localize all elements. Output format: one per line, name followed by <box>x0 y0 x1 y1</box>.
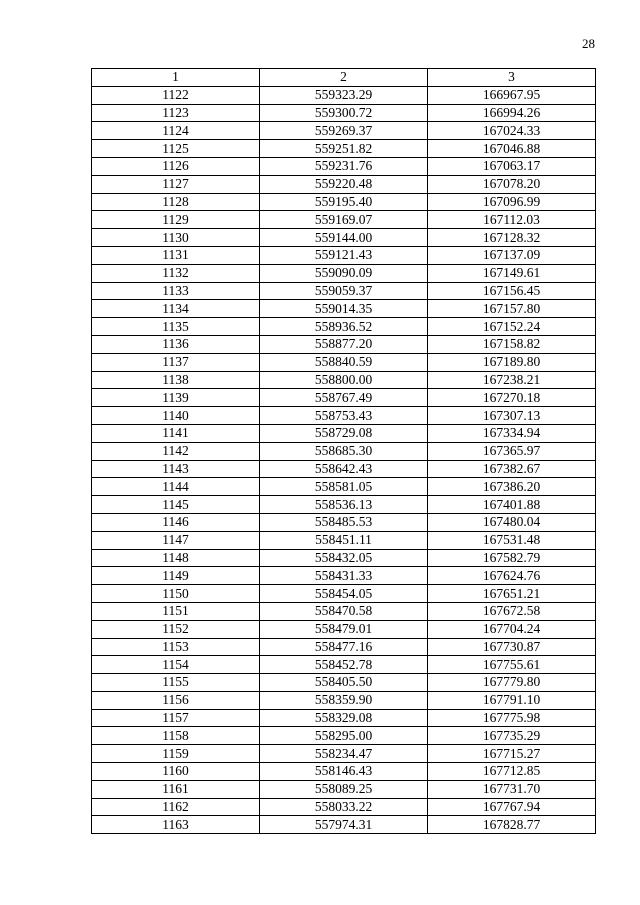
table-cell: 1142 <box>92 442 260 460</box>
table-cell: 1130 <box>92 229 260 247</box>
table-cell: 167715.27 <box>428 745 596 763</box>
table-cell: 1133 <box>92 282 260 300</box>
table-row <box>92 620 596 638</box>
table-row <box>92 442 596 460</box>
table-cell: 1139 <box>92 389 260 407</box>
table-row <box>92 513 596 531</box>
table-cell: 558295.00 <box>260 727 428 745</box>
coordinates-table <box>91 68 596 834</box>
table-cell: 167334.94 <box>428 424 596 442</box>
table-cell: 1156 <box>92 691 260 709</box>
table-cell: 558642.43 <box>260 460 428 478</box>
table-cell: 167755.61 <box>428 656 596 674</box>
table-row <box>92 193 596 211</box>
table-cell: 1132 <box>92 264 260 282</box>
table-cell: 1125 <box>92 140 260 158</box>
table-cell: 167704.24 <box>428 620 596 638</box>
table-cell: 167401.88 <box>428 496 596 514</box>
column-header: 1 <box>92 69 260 87</box>
table-cell: 558936.52 <box>260 318 428 336</box>
column-header: 3 <box>428 69 596 87</box>
table-cell: 167307.13 <box>428 407 596 425</box>
table-cell: 1141 <box>92 424 260 442</box>
table-row <box>92 140 596 158</box>
table-cell: 558477.16 <box>260 638 428 656</box>
table-row <box>92 371 596 389</box>
table-cell: 167137.09 <box>428 246 596 264</box>
table-cell: 1128 <box>92 193 260 211</box>
table-cell: 1134 <box>92 300 260 318</box>
table-cell: 1145 <box>92 496 260 514</box>
table-row <box>92 86 596 104</box>
table-cell: 167112.03 <box>428 211 596 229</box>
table-cell: 559169.07 <box>260 211 428 229</box>
table-row <box>92 727 596 745</box>
table-cell: 1135 <box>92 318 260 336</box>
column-header: 2 <box>260 69 428 87</box>
table-cell: 558146.43 <box>260 763 428 781</box>
table-cell: 167730.87 <box>428 638 596 656</box>
table-row <box>92 282 596 300</box>
table-cell: 167386.20 <box>428 478 596 496</box>
table-cell: 167775.98 <box>428 709 596 727</box>
table-cell: 559251.82 <box>260 140 428 158</box>
table-cell: 167365.97 <box>428 442 596 460</box>
table-cell: 559144.00 <box>260 229 428 247</box>
table-cell: 167791.10 <box>428 691 596 709</box>
table-cell: 1146 <box>92 513 260 531</box>
table-cell: 558089.25 <box>260 780 428 798</box>
table-body <box>92 86 596 833</box>
table-cell: 558359.90 <box>260 691 428 709</box>
table-cell: 167651.21 <box>428 585 596 603</box>
table-cell: 1137 <box>92 353 260 371</box>
table-row <box>92 407 596 425</box>
table-cell: 558405.50 <box>260 674 428 692</box>
table-cell: 1126 <box>92 157 260 175</box>
table-cell: 558431.33 <box>260 567 428 585</box>
table-cell: 559323.29 <box>260 86 428 104</box>
table-cell: 559300.72 <box>260 104 428 122</box>
table-cell: 1160 <box>92 763 260 781</box>
table-row <box>92 745 596 763</box>
table-cell: 1161 <box>92 780 260 798</box>
table-row <box>92 478 596 496</box>
table-row <box>92 780 596 798</box>
table-cell: 167063.17 <box>428 157 596 175</box>
table-cell: 167078.20 <box>428 175 596 193</box>
table-cell: 1147 <box>92 531 260 549</box>
table-row <box>92 175 596 193</box>
table-cell: 1155 <box>92 674 260 692</box>
table-row <box>92 264 596 282</box>
table-cell: 558753.43 <box>260 407 428 425</box>
table-row <box>92 585 596 603</box>
table-row <box>92 816 596 834</box>
table-cell: 167157.80 <box>428 300 596 318</box>
table-cell: 558329.08 <box>260 709 428 727</box>
table-cell: 167189.80 <box>428 353 596 371</box>
table-cell: 558485.53 <box>260 513 428 531</box>
table-header-row <box>92 69 596 87</box>
table-cell: 559014.35 <box>260 300 428 318</box>
table-cell: 558800.00 <box>260 371 428 389</box>
table-row <box>92 567 596 585</box>
table-row <box>92 798 596 816</box>
table-cell: 1149 <box>92 567 260 585</box>
table-row <box>92 424 596 442</box>
table-cell: 559195.40 <box>260 193 428 211</box>
table-cell: 558840.59 <box>260 353 428 371</box>
table-row <box>92 531 596 549</box>
table-cell: 167128.32 <box>428 229 596 247</box>
table-cell: 1144 <box>92 478 260 496</box>
table-cell: 558479.01 <box>260 620 428 638</box>
table-cell: 167156.45 <box>428 282 596 300</box>
table-cell: 559121.43 <box>260 246 428 264</box>
table-cell: 1158 <box>92 727 260 745</box>
table-cell: 559231.76 <box>260 157 428 175</box>
table-row <box>92 460 596 478</box>
table-cell: 167238.21 <box>428 371 596 389</box>
table-cell: 1140 <box>92 407 260 425</box>
table-row <box>92 656 596 674</box>
table-cell: 558767.49 <box>260 389 428 407</box>
table-cell: 1162 <box>92 798 260 816</box>
table-cell: 559220.48 <box>260 175 428 193</box>
table-row <box>92 104 596 122</box>
table-cell: 167152.24 <box>428 318 596 336</box>
table-row <box>92 318 596 336</box>
table-cell: 1159 <box>92 745 260 763</box>
table-cell: 1150 <box>92 585 260 603</box>
table-row <box>92 602 596 620</box>
table-row <box>92 389 596 407</box>
table-row <box>92 496 596 514</box>
table-cell: 558432.05 <box>260 549 428 567</box>
table-cell: 167731.70 <box>428 780 596 798</box>
table-cell: 167624.76 <box>428 567 596 585</box>
table-cell: 558033.22 <box>260 798 428 816</box>
table-cell: 1153 <box>92 638 260 656</box>
table-cell: 558234.47 <box>260 745 428 763</box>
table-cell: 167779.80 <box>428 674 596 692</box>
table-cell: 557974.31 <box>260 816 428 834</box>
table-cell: 558685.30 <box>260 442 428 460</box>
table-cell: 1148 <box>92 549 260 567</box>
page-number: 28 <box>582 36 595 51</box>
table-cell: 167158.82 <box>428 335 596 353</box>
table-cell: 559090.09 <box>260 264 428 282</box>
table-cell: 167712.85 <box>428 763 596 781</box>
table-row <box>92 691 596 709</box>
table-row <box>92 122 596 140</box>
table-cell: 166967.95 <box>428 86 596 104</box>
table-cell: 167828.77 <box>428 816 596 834</box>
table-cell: 558581.05 <box>260 478 428 496</box>
table-row <box>92 353 596 371</box>
table-row <box>92 211 596 229</box>
table-cell: 1127 <box>92 175 260 193</box>
table-cell: 1152 <box>92 620 260 638</box>
table-cell: 1143 <box>92 460 260 478</box>
table-cell: 1122 <box>92 86 260 104</box>
table-cell: 167582.79 <box>428 549 596 567</box>
table-cell: 167735.29 <box>428 727 596 745</box>
table-cell: 1129 <box>92 211 260 229</box>
table-cell: 1123 <box>92 104 260 122</box>
table-row <box>92 549 596 567</box>
table-cell: 558452.78 <box>260 656 428 674</box>
table-cell: 558470.58 <box>260 602 428 620</box>
table-cell: 167270.18 <box>428 389 596 407</box>
table-row <box>92 638 596 656</box>
table-cell: 1163 <box>92 816 260 834</box>
table-cell: 167531.48 <box>428 531 596 549</box>
table-cell: 1151 <box>92 602 260 620</box>
table-cell: 1138 <box>92 371 260 389</box>
table-cell: 1154 <box>92 656 260 674</box>
table-cell: 167672.58 <box>428 602 596 620</box>
table-cell: 167382.67 <box>428 460 596 478</box>
table-cell: 167149.61 <box>428 264 596 282</box>
table-cell: 558454.05 <box>260 585 428 603</box>
table-cell: 558877.20 <box>260 335 428 353</box>
table-cell: 1131 <box>92 246 260 264</box>
table-row <box>92 246 596 264</box>
table-row <box>92 709 596 727</box>
table-row <box>92 763 596 781</box>
table-cell: 1124 <box>92 122 260 140</box>
table-cell: 558536.13 <box>260 496 428 514</box>
table-row <box>92 674 596 692</box>
table-row <box>92 335 596 353</box>
table-cell: 1157 <box>92 709 260 727</box>
table-cell: 167767.94 <box>428 798 596 816</box>
table-cell: 558729.08 <box>260 424 428 442</box>
table-cell: 167480.04 <box>428 513 596 531</box>
table-row <box>92 300 596 318</box>
table-row <box>92 157 596 175</box>
table-cell: 167024.33 <box>428 122 596 140</box>
table-cell: 559269.37 <box>260 122 428 140</box>
table-row <box>92 229 596 247</box>
table-cell: 559059.37 <box>260 282 428 300</box>
table-cell: 558451.11 <box>260 531 428 549</box>
table-cell: 166994.26 <box>428 104 596 122</box>
table-cell: 167096.99 <box>428 193 596 211</box>
table-cell: 167046.88 <box>428 140 596 158</box>
table-cell: 1136 <box>92 335 260 353</box>
